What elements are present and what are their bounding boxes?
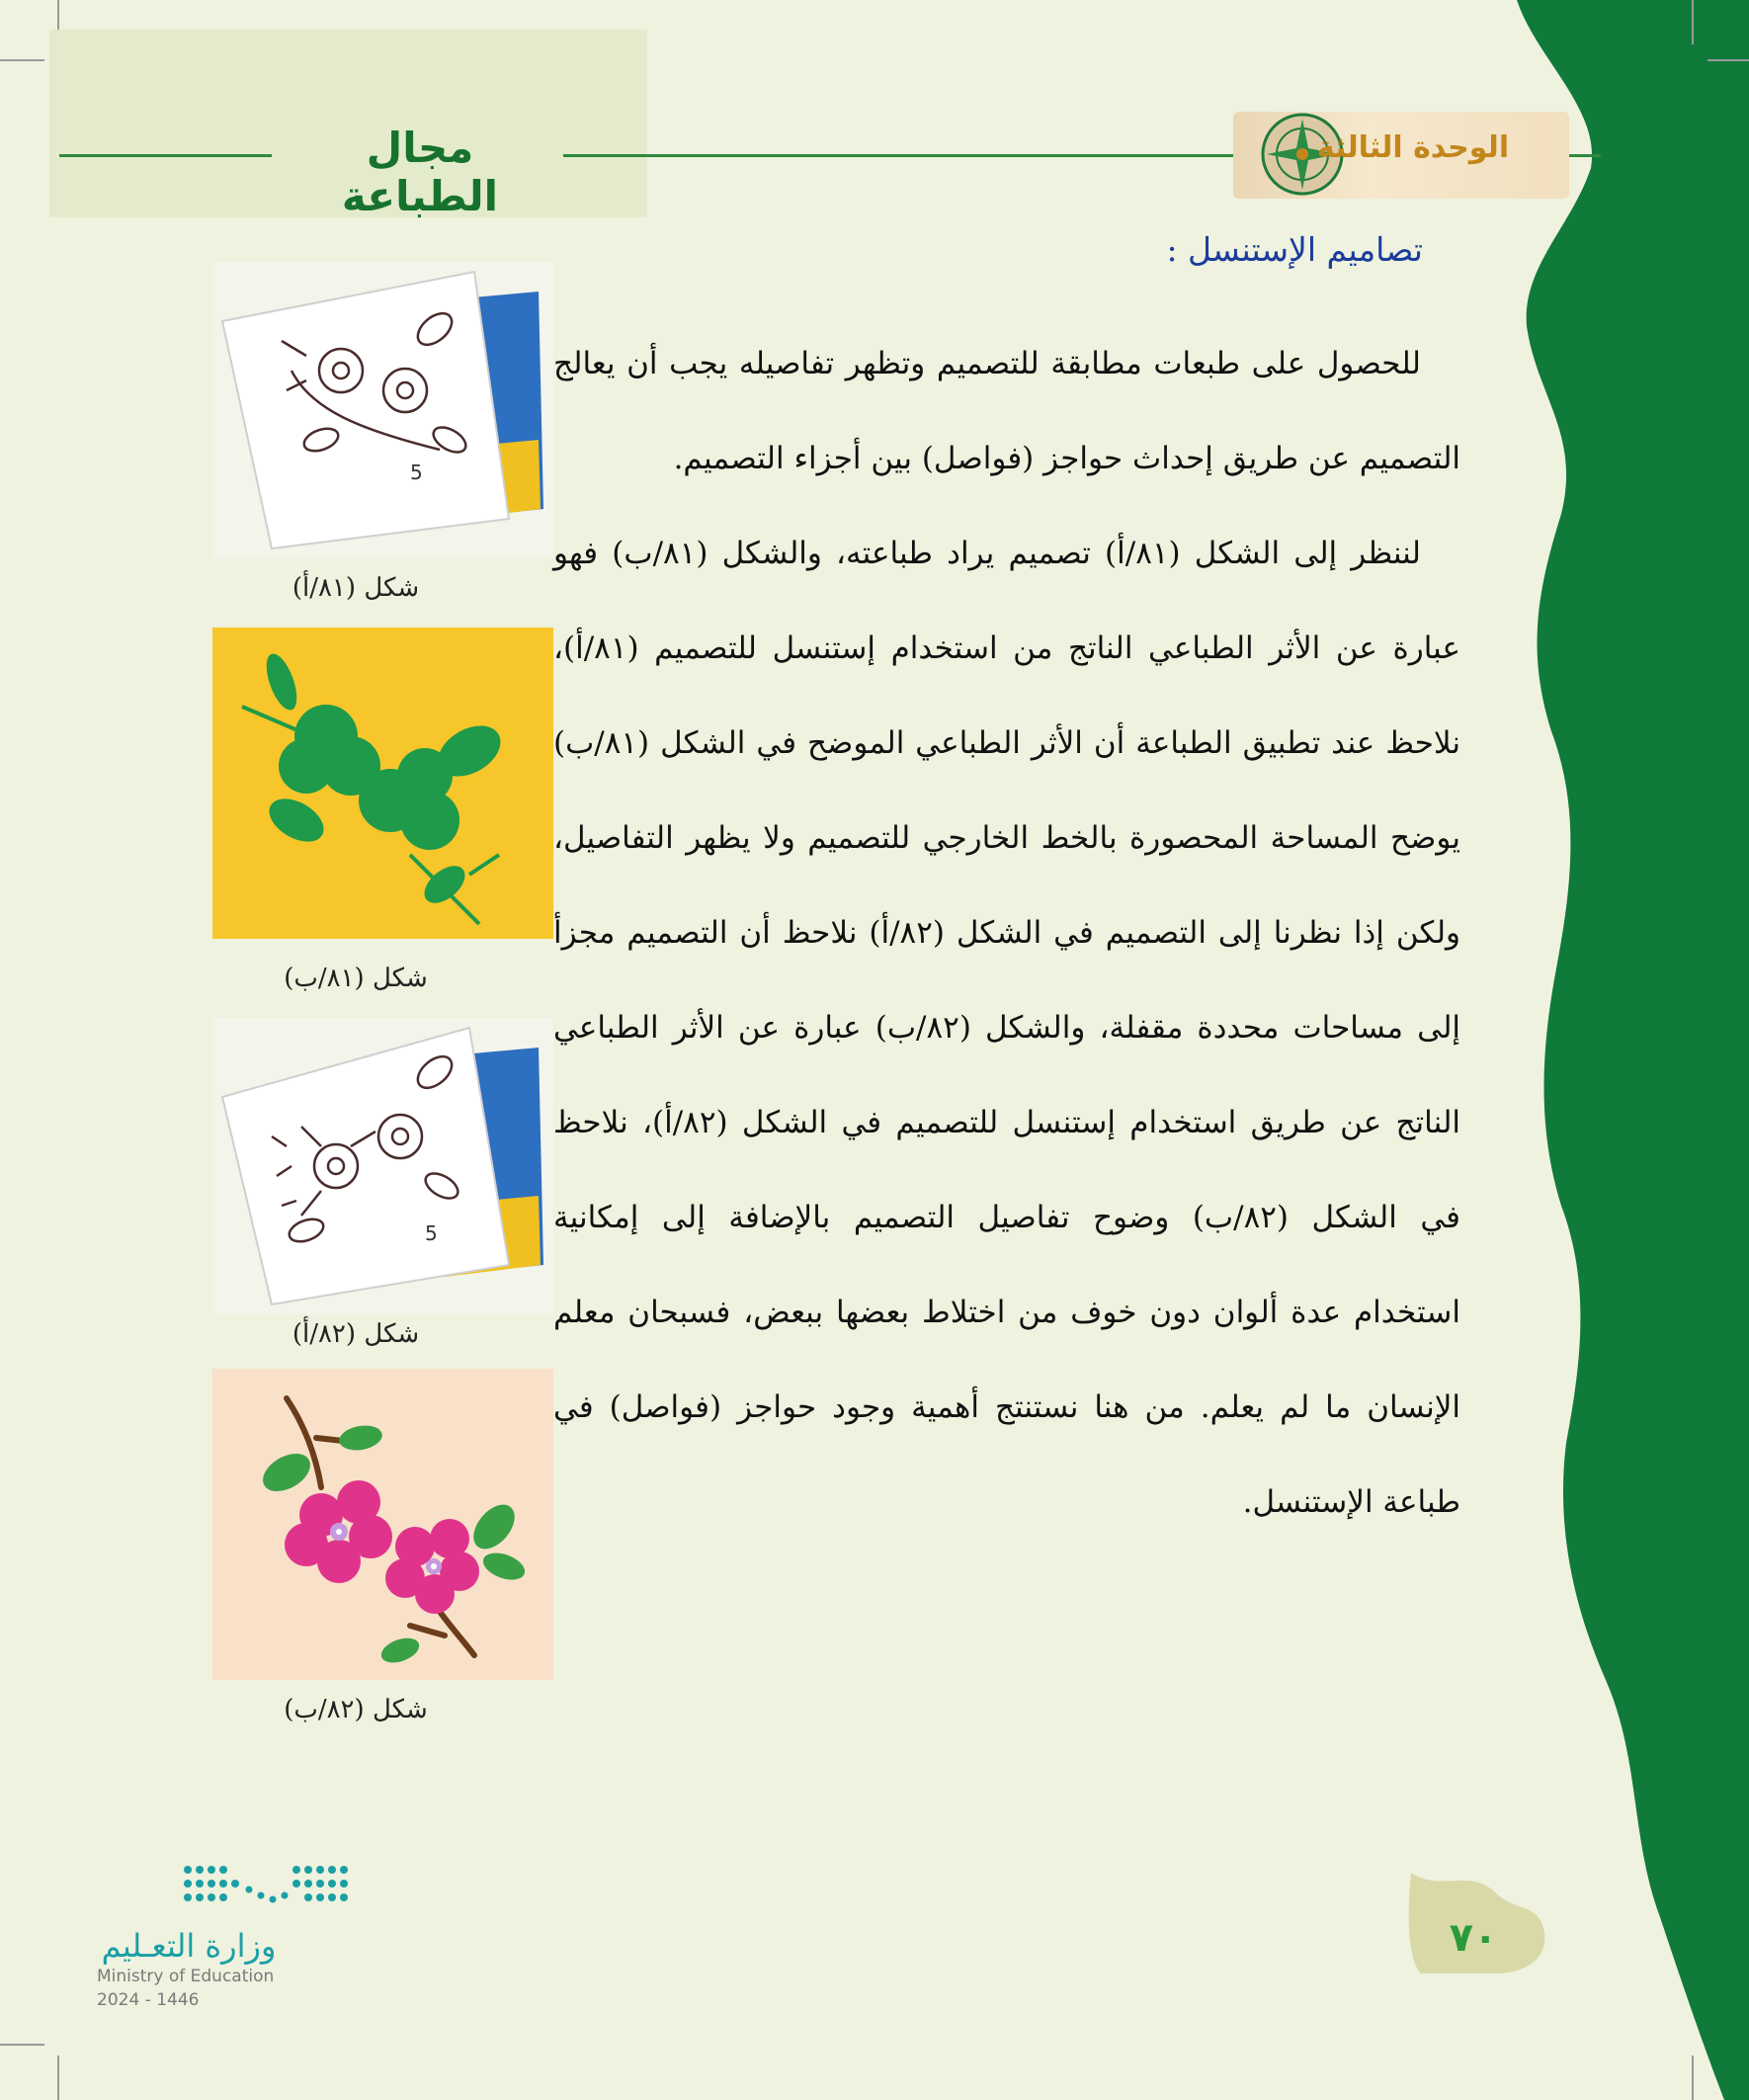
page-number: ٧٠ bbox=[1449, 1915, 1498, 1961]
ministry-name-ar: وزارة التعـليم bbox=[101, 1927, 277, 1965]
crop-mark bbox=[0, 2044, 44, 2046]
paragraph: للحصول على طبعات مطابقة للتصميم وتظهر تفاصيله يجب أن يعالج التصميم عن طريق إحداث حواجز (فواصل) بين أجزاء التصميم. bbox=[553, 346, 1460, 476]
figure-82b-image bbox=[212, 1369, 553, 1680]
ministry-name-en: Ministry of Education bbox=[97, 1967, 275, 1986]
paragraph: لننظر إلى الشكل (٨١/أ) تصميم يراد طباعته، والشكل (٨١/ب) فهو عبارة عن الأثر الطباعي الناتج من استخدام إستنسل للتصميم (٨١/أ)، نلاحظ عند تطبيق الطباعة أن الأثر الطباعي الموضح في الشكل (٨١/ب) يوضح المساحة المحصورة بالخط الخارجي للتصميم ولا يظهر التفاصيل، ولكن إذا نظرنا إلى التصميم في الشكل (٨٢/أ) نلاحظ أن التصميم مجزأ إلى مساحات محددة مقفلة، والشكل (٨٢/ب) عبارة عن الأثر الطباعي الناتج عن طريق استخدام إستنسل للتصميم في الشكل (٨٢/أ)، نلاحظ في الشكل (٨٢/ب) وضوح تفاصيل التصميم بالإضافة إلى إمكانية استخدام عدة ألوان دون خوف من اختلاط بعضها ببعض، فسبحان معلم الإنسان ما لم يعلم. من هنا نستنتج أهمية وجود حواجز (فواصل) في طباعة الإستنسل. bbox=[553, 536, 1461, 1520]
crop-mark bbox=[1707, 59, 1749, 61]
crop-mark bbox=[1692, 2056, 1694, 2100]
ministry-logo-icon bbox=[178, 1858, 356, 1917]
svg-text:5: 5 bbox=[425, 1221, 438, 1245]
header-rule-left bbox=[59, 154, 272, 157]
figure-caption: شكل (٨١/ب) bbox=[284, 964, 428, 993]
crop-mark bbox=[0, 59, 44, 61]
svg-text:5: 5 bbox=[410, 461, 423, 484]
figure-caption: شكل (٨١/أ) bbox=[292, 573, 420, 603]
crop-mark bbox=[57, 2056, 59, 2100]
unit-title: الوحدة الثالثة bbox=[1316, 130, 1510, 165]
academic-year: 2024 - 1446 bbox=[97, 1990, 200, 2010]
field-title: مجال الطباعة bbox=[341, 124, 499, 220]
figure-caption: شكل (٨٢/أ) bbox=[292, 1319, 420, 1349]
section-heading: تصاميم الإستنسل : bbox=[1166, 230, 1423, 269]
body-text bbox=[553, 316, 1460, 1550]
figure-82a-image bbox=[212, 1018, 553, 1314]
header-rule-middle bbox=[563, 154, 1245, 157]
figure-caption: شكل (٨٢/ب) bbox=[284, 1695, 428, 1724]
figure-81b-image bbox=[212, 628, 553, 939]
figure-81a-image bbox=[212, 262, 553, 558]
crop-mark bbox=[1692, 0, 1694, 44]
